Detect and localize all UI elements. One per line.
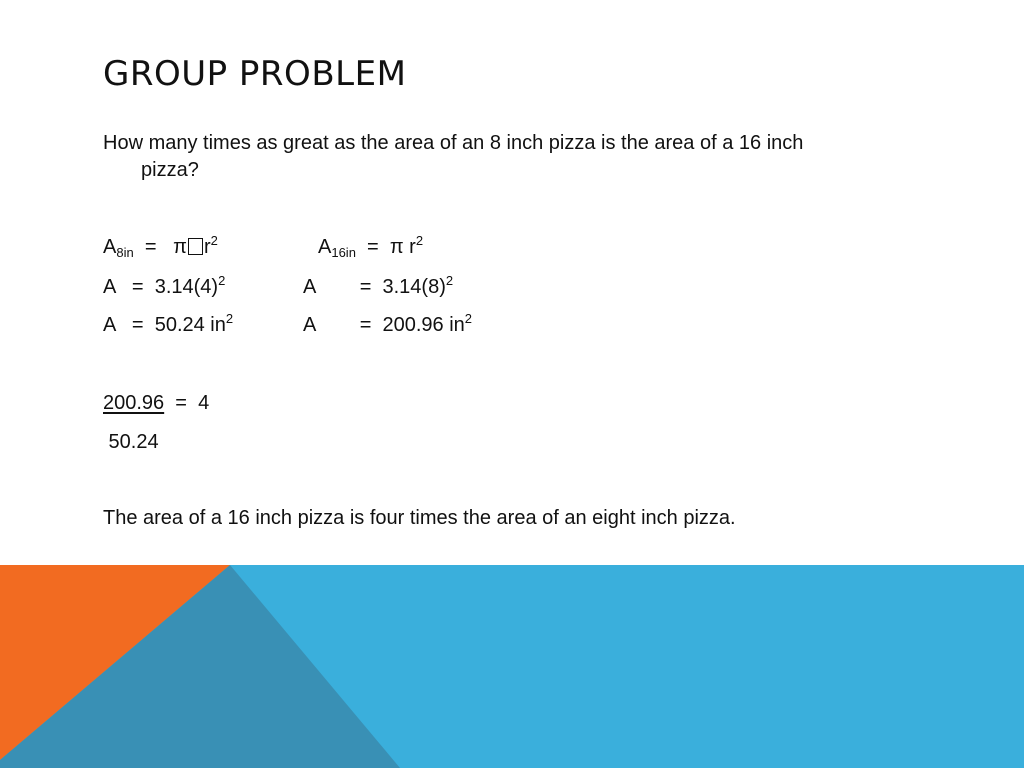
- decorative-footer-band: [0, 565, 1024, 768]
- question-line-1: How many times as great as the area of an 8 inch pizza is the area of a 16 inch: [103, 132, 804, 154]
- question-text: [103, 130, 893, 184]
- substitution-16in: A = $3.14(8)^2$: [303, 273, 454, 298]
- result-8in: A = 50.24 $in^2$: [103, 311, 234, 336]
- ratio-denominator: 50.24: [103, 431, 159, 453]
- ratio-result: = 4: [164, 392, 210, 414]
- substitution-8in: $A = 3.14(4)^2$: [103, 273, 226, 298]
- conclusion-text: The area of a 16 inch pizza is four times the area of an eight inch pizza.: [103, 507, 736, 529]
- ratio-numerator: 200.96: [103, 392, 165, 414]
- result-16in: A = 200.96 $in^2$: [303, 311, 473, 336]
- question-line-2: pizza?: [141, 159, 199, 181]
- formula-16in: $A_{16in} = \pi$ $r^2$: [318, 233, 424, 260]
- formula-8in: $A_{8in} = \pi$ $r^2$: [103, 233, 218, 260]
- slide-title: GROUP PROBLEM: [103, 54, 407, 94]
- missing-glyph-box: [188, 238, 203, 255]
